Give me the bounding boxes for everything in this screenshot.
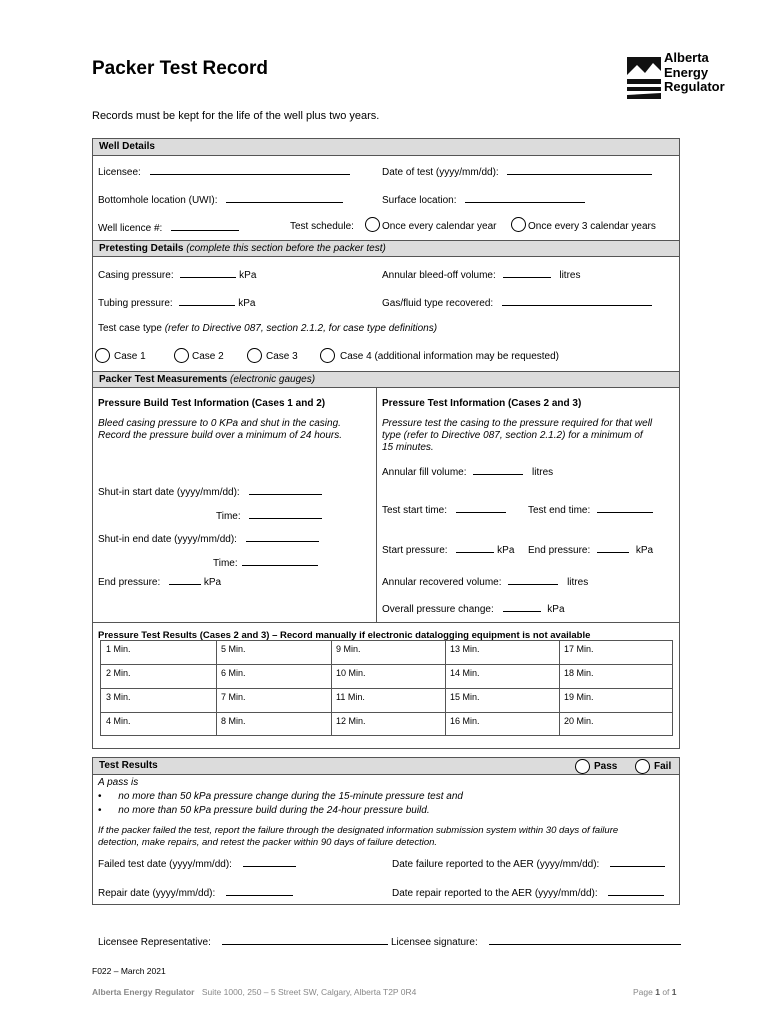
annular-fill-unit: litres — [532, 467, 554, 478]
annular-recovered-unit: litres — [567, 577, 589, 588]
page-number — [633, 987, 677, 997]
case4-radio[interactable] — [320, 348, 335, 363]
start-pressure-label: Start pressure: — [382, 545, 448, 556]
casing-pressure-field[interactable] — [98, 268, 256, 281]
pressure-test-desc-2: type (refer to Directive 087, section 2.1.2) for a minimum of — [382, 430, 643, 441]
a-pass-is-label: A pass is — [98, 777, 139, 788]
annular-fill-label: Annular fill volume: — [382, 467, 467, 478]
licensee-rep-input-line[interactable] — [222, 935, 388, 945]
repair-date-input-line[interactable] — [226, 886, 293, 896]
page-prefix: Page — [633, 987, 656, 997]
gas-fluid-field[interactable] — [382, 296, 652, 309]
page-current: 1 — [655, 987, 660, 997]
pressure-build-desc-1: Bleed casing pressure to 0 KPa and shut in the casing. — [98, 418, 341, 429]
end-pressure-right-unit: kPa — [635, 545, 654, 556]
results-cell[interactable]: 5 Min. — [221, 644, 246, 654]
case2-radio[interactable] — [174, 348, 189, 363]
case3-radio[interactable] — [247, 348, 262, 363]
page-of: of — [659, 987, 672, 997]
schedule-calendar-label: Once every calendar year — [382, 221, 497, 232]
licensee-input-line[interactable] — [150, 165, 350, 175]
bullet-1 — [98, 791, 463, 802]
tubing-pressure-field[interactable] — [98, 296, 255, 309]
well-details-header — [93, 139, 679, 156]
overall-change-unit: kPa — [547, 604, 565, 615]
mountain-logo-icon — [627, 53, 661, 99]
shutin-start-time-field[interactable] — [216, 509, 322, 522]
annular-recovered-label: Annular recovered volume: — [382, 577, 502, 588]
results-cell[interactable]: 15 Min. — [450, 692, 480, 702]
end-pressure-input-line[interactable] — [169, 575, 201, 585]
licensee-field[interactable] — [98, 165, 350, 178]
bottomhole-field[interactable] — [98, 193, 343, 206]
case4-label: Case 4 (additional information may be requested) — [340, 351, 560, 362]
surface-location-input-line[interactable] — [465, 193, 585, 203]
logo-line-2: Energy — [664, 64, 709, 80]
well-licence-input-line[interactable] — [171, 221, 239, 231]
shutin-start-time-label: Time: — [216, 511, 241, 522]
results-cell[interactable]: 1 Min. — [106, 644, 131, 654]
licensee-rep-label: Licensee Representative: — [98, 937, 211, 948]
results-cell[interactable]: 4 Min. — [106, 716, 131, 726]
measurements-divider — [376, 388, 377, 622]
shutin-start-field[interactable] — [98, 485, 322, 498]
date-reported-label: Date failure reported to the AER (yyyy/mm/dd): — [392, 859, 600, 870]
test-results-heading: Test Results — [99, 760, 158, 771]
test-results-header — [93, 758, 679, 775]
results-cell[interactable]: 10 Min. — [336, 668, 366, 678]
schedule-3years-radio[interactable] — [511, 217, 526, 232]
date-of-test-label: Date of test (yyyy/mm/dd): — [382, 167, 499, 178]
date-of-test-field[interactable] — [382, 165, 652, 178]
fail-label: Fail — [654, 761, 672, 772]
footer-address: Suite 1000, 250 – 5 Street SW, Calgary, Alberta T2P 0R4 — [201, 987, 417, 997]
repair-date-field[interactable] — [98, 886, 293, 899]
results-cell[interactable]: 8 Min. — [221, 716, 246, 726]
failed-date-label: Failed test date (yyyy/mm/dd): — [98, 859, 232, 870]
results-cell[interactable]: 9 Min. — [336, 644, 361, 654]
annular-bleed-unit: litres — [559, 270, 581, 281]
repair-date-label: Repair date (yyyy/mm/dd): — [98, 888, 216, 899]
test-end-field[interactable] — [528, 503, 653, 516]
licensee-label: Licensee: — [98, 167, 141, 178]
test-start-input-line[interactable] — [456, 503, 506, 513]
case-type-label: Test case type — [98, 323, 162, 334]
results-row-divider — [101, 712, 672, 713]
gas-fluid-input-line[interactable] — [502, 296, 652, 306]
pretesting-heading-note: (complete this section before the packer test) — [186, 243, 386, 254]
end-pressure-label: End pressure: — [98, 577, 161, 588]
date-of-test-input-line[interactable] — [507, 165, 652, 175]
case3-label: Case 3 — [266, 351, 298, 362]
case-type-row — [98, 323, 437, 334]
measurements-header — [93, 371, 679, 388]
results-cell[interactable]: 17 Min. — [564, 644, 594, 654]
tubing-pressure-unit: kPa — [238, 298, 256, 309]
fail-radio[interactable] — [635, 759, 650, 774]
case1-label: Case 1 — [114, 351, 146, 362]
test-end-input-line[interactable] — [597, 503, 653, 513]
well-licence-field[interactable] — [98, 221, 239, 234]
results-row-divider — [101, 688, 672, 689]
bullet-2-text: no more than 50 kPa pressure build during the 24-hour pressure build. — [118, 805, 430, 816]
start-pressure-field[interactable] — [382, 543, 514, 556]
shutin-end-time-input-line[interactable] — [242, 556, 318, 566]
pretesting-heading: Pretesting Details — [99, 243, 184, 254]
start-pressure-unit: kPa — [497, 545, 515, 556]
measurements-bottom-line — [93, 622, 679, 623]
results-cell[interactable]: 2 Min. — [106, 668, 131, 678]
tubing-pressure-label: Tubing pressure: — [98, 298, 173, 309]
bottomhole-label: Bottomhole location (UWI): — [98, 195, 218, 206]
failed-note-1: If the packer failed the test, report the failure through the designated information submission system within 30 days of failure — [98, 825, 619, 836]
case1-radio[interactable] — [95, 348, 110, 363]
bullet-2 — [98, 805, 430, 816]
failed-date-input-line[interactable] — [243, 857, 296, 867]
form-id: F022 – March 2021 — [92, 966, 166, 976]
shutin-start-label: Shut-in start date (yyyy/mm/dd): — [98, 487, 240, 498]
bullet-dot-icon: • — [98, 805, 102, 816]
tubing-pressure-input-line[interactable] — [179, 296, 235, 306]
shutin-start-input-line[interactable] — [249, 485, 322, 495]
licensee-signature-field[interactable] — [391, 935, 681, 948]
annular-fill-field[interactable] — [382, 465, 553, 478]
casing-pressure-label: Casing pressure: — [98, 270, 174, 281]
annular-bleed-input-line[interactable] — [503, 268, 551, 278]
pressure-test-desc-3: 15 minutes. — [382, 442, 434, 453]
results-cell[interactable]: 18 Min. — [564, 668, 594, 678]
overall-change-field[interactable] — [382, 602, 565, 615]
test-schedule-label: Test schedule: — [290, 221, 354, 232]
surface-location-label: Surface location: — [382, 195, 457, 206]
results-cell[interactable]: 20 Min. — [564, 716, 594, 726]
page-total: 1 — [671, 987, 677, 997]
end-pressure-unit: kPa — [203, 577, 222, 588]
page-subtitle: Records must be kept for the life of the well plus two years. — [92, 110, 380, 122]
results-cell[interactable]: 19 Min. — [564, 692, 594, 702]
end-pressure-right-label: End pressure: — [528, 545, 591, 556]
licensee-signature-label: Licensee signature: — [391, 937, 478, 948]
pressure-build-title: Pressure Build Test Information (Cases 1 and 2) — [98, 398, 326, 409]
end-pressure-right-input-line[interactable] — [597, 543, 629, 553]
annular-recovered-field[interactable] — [382, 575, 588, 588]
results-cell[interactable]: 11 Min. — [336, 692, 365, 702]
case2-label: Case 2 — [192, 351, 224, 362]
overall-change-input-line[interactable] — [503, 602, 541, 612]
pressure-build-desc-2: Record the pressure build over a minimum of 24 hours. — [98, 430, 343, 441]
results-cell[interactable]: 16 Min. — [450, 716, 480, 726]
overall-change-label: Overall pressure change: — [382, 604, 494, 615]
results-table-title: Pressure Test Results (Cases 2 and 3) – Record manually if electronic datalogging equipment is not available — [98, 630, 591, 641]
well-details-heading: Well Details — [99, 141, 155, 152]
shutin-end-field[interactable] — [98, 532, 319, 545]
results-cell[interactable]: 12 Min. — [336, 716, 366, 726]
logo-line-1: Alberta — [664, 50, 709, 65]
annular-bleed-label: Annular bleed-off volume: — [382, 270, 496, 281]
test-end-label: Test end time: — [528, 505, 591, 516]
annular-bleed-field[interactable] — [382, 268, 580, 281]
pass-radio[interactable] — [575, 759, 590, 774]
shutin-end-label: Shut-in end date (yyyy/mm/dd): — [98, 534, 237, 545]
logo-line-3: Regulator — [664, 79, 725, 94]
failed-note-2: detection, make repairs, and retest the packer within 90 days of failure detection. — [98, 837, 438, 848]
bullet-dot-icon: • — [98, 791, 102, 802]
well-licence-label: Well licence #: — [98, 223, 163, 234]
case-type-note: (refer to Directive 087, section 2.1.2, for case type definitions) — [164, 323, 438, 334]
page-title: Packer Test Record — [92, 58, 269, 79]
pass-label: Pass — [594, 761, 618, 772]
results-table — [100, 640, 673, 736]
failed-date-field[interactable] — [98, 857, 296, 870]
start-pressure-input-line[interactable] — [456, 543, 494, 553]
results-cell[interactable]: 6 Min. — [221, 668, 246, 678]
schedule-3years-label: Once every 3 calendar years — [528, 221, 656, 232]
date-repair-reported-label: Date repair reported to the AER (yyyy/mm/dd): — [392, 888, 598, 899]
licensee-rep-field[interactable] — [98, 935, 388, 948]
bullet-1-text: no more than 50 kPa pressure change during the 15-minute pressure test and — [118, 791, 463, 802]
date-reported-input-line[interactable] — [610, 857, 665, 867]
results-cell[interactable]: 14 Min. — [450, 668, 480, 678]
test-start-field[interactable] — [382, 503, 506, 516]
date-repair-reported-field[interactable] — [392, 886, 664, 899]
annular-recovered-input-line[interactable] — [508, 575, 558, 585]
pressure-test-title: Pressure Test Information (Cases 2 and 3) — [382, 398, 582, 409]
results-row-divider — [101, 664, 672, 665]
casing-pressure-unit: kPa — [239, 270, 257, 281]
pressure-test-desc-1: Pressure test the casing to the pressure required for that well — [382, 418, 653, 429]
gas-fluid-label: Gas/fluid type recovered: — [382, 298, 494, 309]
date-reported-field[interactable] — [392, 857, 665, 870]
annular-fill-input-line[interactable] — [473, 465, 523, 475]
casing-pressure-input-line[interactable] — [180, 268, 236, 278]
schedule-calendar-radio[interactable] — [365, 217, 380, 232]
bottomhole-input-line[interactable] — [226, 193, 343, 203]
surface-location-field[interactable] — [382, 193, 585, 206]
footer-org: Alberta Energy Regulator — [92, 987, 195, 997]
measurements-heading-note: (electronic gauges) — [230, 374, 316, 385]
licensee-signature-input-line[interactable] — [489, 935, 681, 945]
results-cell[interactable]: 13 Min. — [450, 644, 480, 654]
shutin-end-time-field[interactable] — [213, 556, 318, 569]
date-repair-reported-input-line[interactable] — [608, 886, 664, 896]
footer-address-line — [92, 987, 416, 997]
shutin-end-time-label: Time: — [213, 558, 238, 569]
measurements-heading: Packer Test Measurements — [99, 374, 228, 385]
pretesting-header — [93, 240, 679, 257]
end-pressure-right-field[interactable] — [528, 543, 653, 556]
test-start-label: Test start time: — [382, 505, 448, 516]
end-pressure-field[interactable] — [98, 575, 221, 588]
shutin-start-time-input-line[interactable] — [249, 509, 322, 519]
results-cell[interactable]: 3 Min. — [106, 692, 131, 702]
aer-logo — [627, 51, 737, 101]
results-cell[interactable]: 7 Min. — [221, 692, 246, 702]
shutin-end-input-line[interactable] — [246, 532, 319, 542]
